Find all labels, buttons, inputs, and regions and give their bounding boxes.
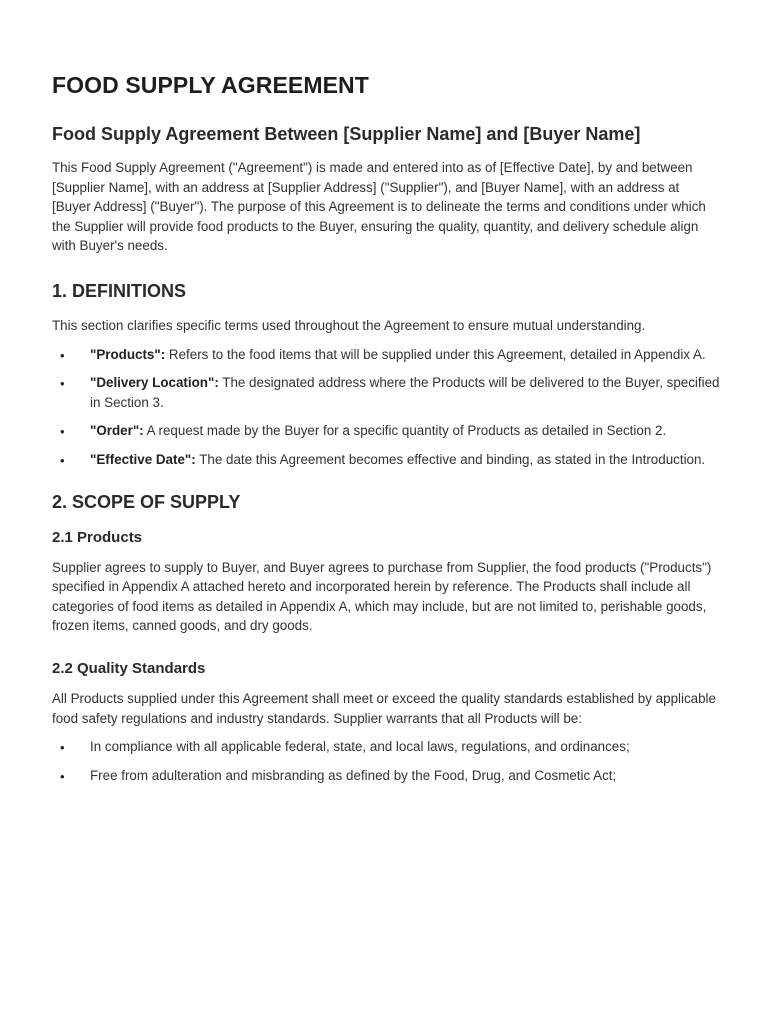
definition-text: A request made by the Buyer for a specific quantity of Products as detailed in Section 2. bbox=[143, 423, 667, 439]
scope-heading: 2. SCOPE OF SUPPLY bbox=[52, 491, 241, 512]
definition-text: The designated address where the Products will be delivered to the Buyer, specified in Section 3. bbox=[90, 375, 720, 410]
definition-item-effective-date bbox=[52, 450, 720, 470]
definition-term: "Products": bbox=[90, 346, 166, 362]
bullet-icon: • bbox=[60, 740, 65, 756]
quality-paragraph: All Products supplied under this Agreement shall meet or exceed the quality standards established by applicable food safety regulations and industry standards. Supplier warrants that all Products will be: bbox=[52, 690, 716, 726]
definition-term: "Effective Date": bbox=[90, 451, 196, 467]
definition-item-order bbox=[52, 421, 720, 441]
definitions-paragraph: This section clarifies specific terms used throughout the Agreement to ensure mutual understanding. bbox=[52, 317, 646, 333]
intro-paragraph: This Food Supply Agreement ("Agreement") is made and entered into as of [Effective Date], by and between [Supplier Name], with an address at [Supplier Address] ("Supplier"), and [Buyer Name], with an address at [Buyer Address] ("Buyer"). The purpose of this Agreement is to delineate the terms and conditions under which the Supplier will provide food products to the Buyer, ensuring the quality, quantity, and delivery schedule align with Buyer's needs. bbox=[52, 160, 706, 254]
definitions-list bbox=[52, 345, 720, 470]
quality-item bbox=[52, 737, 720, 757]
bullet-icon: • bbox=[60, 347, 65, 363]
quality-item-text: In compliance with all applicable federal, state, and local laws, regulations, and ordinances; bbox=[90, 739, 630, 755]
products-paragraph: Supplier agrees to supply to Buyer, and Buyer agrees to purchase from Supplier, the food products ("Products") specified in Appendix A attached hereto and incorporated herein by reference. The Products shall include all categories of food items as detailed in Appendix A, which may include, but are not limited to, perishable goods, frozen items, canned goods, and dry goods. bbox=[52, 559, 712, 634]
definition-term: "Order": bbox=[90, 423, 144, 439]
definitions-heading: 1. DEFINITIONS bbox=[52, 280, 187, 301]
products-subheading: 2.1 Products bbox=[52, 528, 143, 546]
bullet-icon: • bbox=[60, 452, 65, 468]
bullet-icon: • bbox=[60, 376, 65, 392]
document-page bbox=[52, 70, 720, 794]
definition-item-delivery-location bbox=[52, 373, 720, 412]
definition-text: The date this Agreement becomes effective and binding, as stated in the Introduction. bbox=[195, 451, 706, 467]
bullet-icon: • bbox=[60, 424, 65, 440]
definition-term: "Delivery Location": bbox=[90, 375, 219, 391]
quality-list bbox=[52, 737, 720, 785]
bullet-icon: • bbox=[60, 768, 65, 784]
quality-subheading: 2.2 Quality Standards bbox=[52, 659, 206, 677]
quality-item bbox=[52, 766, 720, 786]
definition-text: Refers to the food items that will be supplied under this Agreement, detailed in Appendix A. bbox=[165, 346, 706, 362]
agreement-subtitle: Food Supply Agreement Between [Supplier Name] and [Buyer Name] bbox=[52, 124, 641, 144]
definition-item-products bbox=[52, 345, 720, 365]
document-title: FOOD SUPPLY AGREEMENT bbox=[52, 72, 369, 98]
quality-item-text: Free from adulteration and misbranding as defined by the Food, Drug, and Cosmetic Act; bbox=[90, 767, 617, 783]
